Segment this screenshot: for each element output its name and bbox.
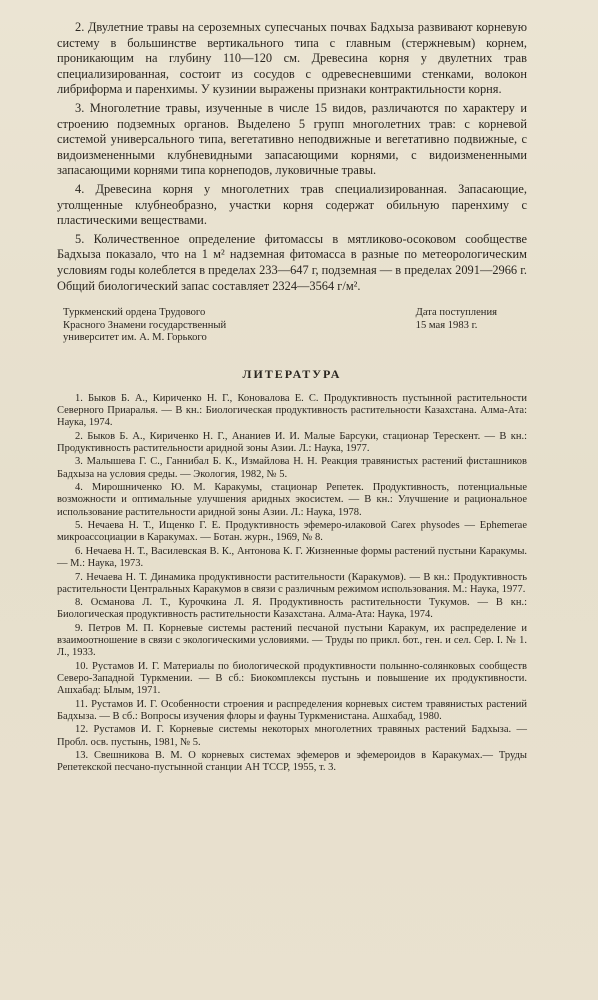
reference-item: 10. Рустамов И. Г. Материалы по биологической продуктивности полынно-солянковых сообществ Северо-Западной Туркмении. — В сб.: Биокомплексы пустынь и повышение их продуктивности. Ашхабад: Ылым, 1971. xyxy=(57,660,527,697)
reference-item: 4. Мирошниченко Ю. М. Каракумы, стационар Репетек. Продуктивность, потенциальные возможности и оптимальные улучшения аридных экосистем. — В кн.: Улучшение и рациональное использование растительности аридной зоны Азии. Л.: Наука, 1978. xyxy=(57,482,527,518)
reference-item: 7. Нечаева Н. Т. Динамика продуктивности растительности (Каракумов). — В кн.: Продуктивность растительности Центральных Каракумов в связи с различным режимом использования. М.: Наука, 1977. xyxy=(57,571,527,595)
receipt-date-value: 15 мая 1983 г. xyxy=(415,319,478,331)
reference-list xyxy=(57,393,527,775)
signature-block xyxy=(57,307,527,345)
conclusion-paragraph: 3. Многолетние травы, изученные в числе 15 видов, различаются по характеру и строению подземных органов. Выделено 5 групп многолетних трав: с корневой системой универсального типа, вегетативно неподвижные и вегетативно подвижные, с видоизмененными клубневидными запасающими корнями, с видоизмененными запасающими корнями типа корнеподов, луковичные травы. xyxy=(57,100,527,178)
reference-item: 11. Рустамов И. Г. Особенности строения и распределения корневых систем травянистых растений Бадхыза. — В сб.: Вопросы изучения флоры и фауны Туркменистана. Ашхабад, 1980. xyxy=(57,698,527,722)
literature-heading: ЛИТЕРАТУРА xyxy=(242,366,342,381)
reference-item: 3. Малышева Г. С., Ганнибал Б. К., Измайлова Н. Н. Реакция травянистых растений фисташников Бадхыза на условия среды. — Экология, 1982, № 5. xyxy=(57,456,527,480)
reference-item: 5. Нечаева Н. Т., Ищенко Г. Е. Продуктивность эфемеро-илаковой Carex physodes — Ephemerae микроассоциации в Каракумах. — Ботан. журн., 1969, № 8. xyxy=(57,520,527,544)
conclusion-paragraph: 5. Количественное определение фитомассы в мятликово-осоковом сообществе Бадхыза показало, что на 1 м² надземная фитомасса в разные по метеорологическим условиям годы колеблется в пределах 233—647 г, подземная — в пределах 2091—2966 г. Общий биологический запас составляет 2324—3564 г/м². xyxy=(57,231,527,293)
conclusion-paragraph: 2. Двулетние травы на сероземных супесчаных почвах Бадхыза развивают корневую систему в большинстве вертикального типа с главным (стержневым) корнем, проникающим на глубину 110—120 см. Древесина корня у двулетних трав специализированная, состоит из сосудов с одревесневшими стенками, волокон либриформа и паренхимы. У кузинии выражены признаки контрактильности корня. xyxy=(57,20,527,97)
reference-item: 13. Свешникова В. М. О корневых системах эфемеров и эфемероидов в Каракумах.— Труды Репетекской песчано-пустынной станции АН ТССР, 1955, т. 3. xyxy=(57,750,527,774)
institution-line: Туркменский ордена Трудового xyxy=(63,307,206,319)
institution-line: Красного Знамени государственный xyxy=(63,319,227,331)
institution-address xyxy=(63,307,226,345)
reference-item: 9. Петров М. П. Корневые системы растений песчаной пустыни Каракум, их распределение и взаимоотношение в связи с экологическими условиями. — Труды по прикл. бот., ген. и сел. Сер. I. № 1. Л., 1933. xyxy=(57,622,527,659)
reference-item: 1. Быков Б. А., Кириченко Н. Г., Коновалова Е. С. Продуктивность пустынной растительности Северного Приаралья. — В кн.: Биологическая продуктивность растительности Казахстана. Алма-Ата: Наука, 1974. xyxy=(57,392,527,429)
conclusion-paragraph: 4. Древесина корня у многолетних трав специализированная. Запасающие, утолщенные клубнеобразно, участки корня содержат обильную паренхиму с пластическими веществами. xyxy=(57,181,527,228)
reference-item: 6. Нечаева Н. Т., Василевская В. К., Антонова К. Г. Жизненные формы растений пустыни Каракумы. — М.: Наука, 1973. xyxy=(57,545,527,569)
reference-item: 2. Быков Б. А., Кириченко Н. Г., Ананиев И. И. Малые Барсуки, стационар Терескент. — В кн.: Продуктивность растительности аридной зоны Азии. Л.: Наука, 1977. xyxy=(57,430,527,454)
institution-line: университет им. А. М. Горького xyxy=(63,332,207,344)
reference-item: 12. Рустамов И. Г. Корневые системы некоторых многолетних травяных растений Бадхыза. — Пробл. осв. пустынь, 1981, № 5. xyxy=(57,724,527,748)
receipt-date-label: Дата поступления xyxy=(415,307,497,319)
receipt-date xyxy=(416,307,527,345)
page-content xyxy=(57,20,527,776)
reference-item: 8. Османова Л. Т., Курочкина Л. Я. Продуктивность растительности Тукумов. — В кн.: Биологическая продуктивность растительности Казахстана. Алма-Ата: Наука, 1974. xyxy=(57,597,527,621)
conclusions-section xyxy=(57,20,527,294)
